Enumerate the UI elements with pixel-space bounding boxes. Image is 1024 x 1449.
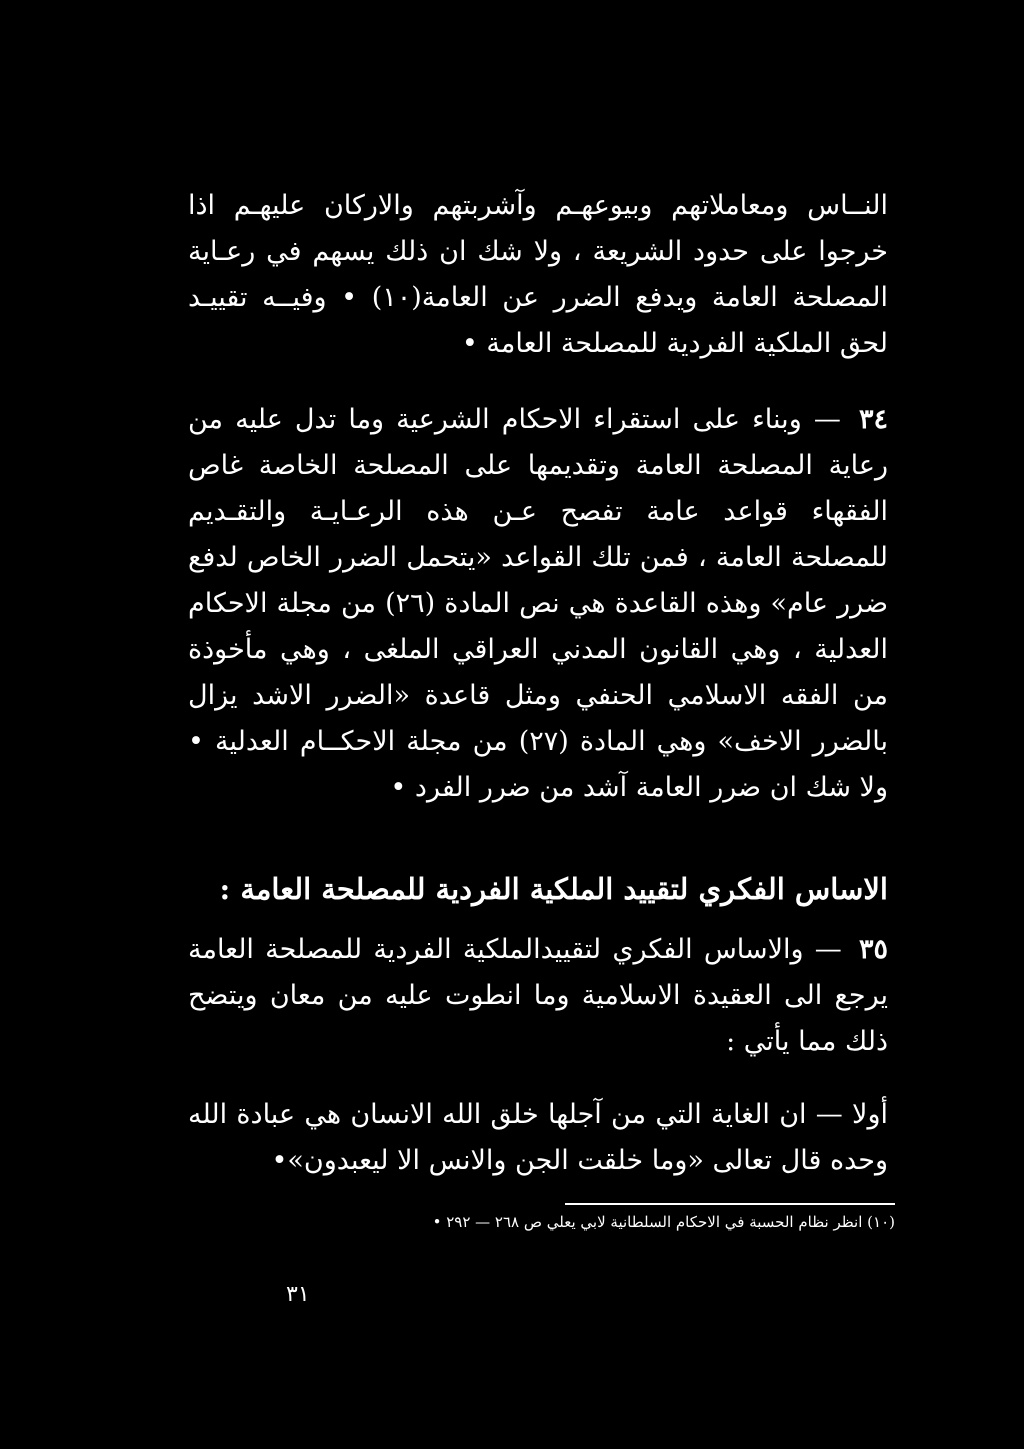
section-heading — [188, 866, 888, 912]
footnote-divider — [565, 1203, 895, 1205]
first-point-text: أولا — ان الغاية التي من آجلها خلق الله الانسان هي عبادة الله وحده قال تعالى «وما خلقت الجن والانس الا ليعبدون»• — [188, 1099, 888, 1176]
intro-paragraph — [188, 183, 888, 367]
paragraph-34-text: — وبناء على استقراء الاحكام الشرعية وما تدل عليه من رعاية المصلحة العامة وتقديمها على المصلحة الخاصة غاص الفقهاء قواعد عامة تفصح عـن هذه الرعـايـة والتقـديم للمصلحة العامة ، فمن تلك القواعد «يتحمل الضرر الخاص لدفع ضرر عام» وهذه القاعدة هي نص المادة (٢٦) من مجلة الاحكام العدلية ، وهي القانون المدني العراقي الملغى ، وهي مأخوذة من الفقه الاسلامي الحنفي ومثل قاعدة «الضرر الاشد يزال بالضرر الاخف» وهي المادة (٢٧) من مجلة الاحكــام العدلية • ولا شك ان ضرر العامة آشد من ضرر الفرد • — [188, 404, 888, 803]
first-point-paragraph — [188, 1092, 888, 1184]
paragraph-35-text: — والاساس الفكري لتقييدالملكية الفردية للمصلحة العامة يرجع الى العقيدة الاسلامية وما انطوت عليه من معان ويتضح ذلك مما يأتي : — [188, 934, 888, 1057]
footnote — [330, 1210, 895, 1234]
paragraph-35 — [188, 927, 888, 1065]
paragraph-number-34: ٣٤ — [858, 404, 888, 435]
intro-text: النــاس ومعاملاتهم وبيوعهـم وآشربتهم والاركان عليهـم اذا خرجوا على حدود الشريعة ، ولا شك ان ذلك يسهم في رعـاية المصلحة العامة ويدفع الضرر عن العامة(١٠) • وفيــه تقييـد لحق الملكية الفردية للمصلحة العامة • — [188, 190, 888, 359]
page-number: ٣١ — [286, 1282, 310, 1307]
section-heading-text: الاساس الفكري لتقييد الملكية الفردية للمصلحة العامة : — [219, 872, 888, 906]
footnote-text: (١٠) انظر نظام الحسبة في الاحكام السلطانية لابي يعلي ص ٢٦٨ — ٢٩٢ • — [432, 1213, 895, 1231]
paragraph-number-35: ٣٥ — [858, 934, 888, 965]
paragraph-34 — [188, 397, 888, 811]
